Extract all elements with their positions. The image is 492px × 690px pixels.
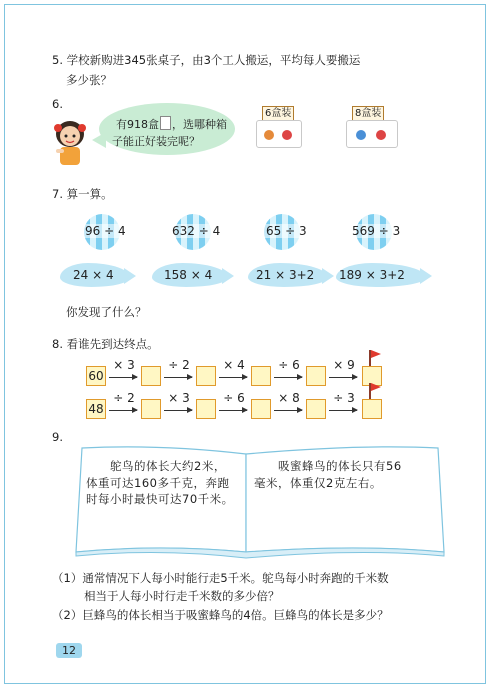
start-box-row1: 60 bbox=[86, 366, 106, 386]
ball-expression-1: 96 ÷ 4 bbox=[85, 224, 126, 238]
arrow-icon bbox=[274, 410, 302, 411]
answer-box[interactable] bbox=[141, 366, 161, 386]
page-number: 12 bbox=[56, 643, 82, 658]
ball-expression-4: 569 ÷ 3 bbox=[352, 224, 401, 238]
op-row2-3: ÷ 6 bbox=[223, 391, 245, 405]
book-right-text: 吸蜜蜂鸟的体长只有56毫米，体重仅2克左右。 bbox=[254, 459, 402, 490]
q9-sub1-line1: （1）通常情况下人每小时能行走5千米。鸵鸟每小时奔跑的千米数 bbox=[52, 571, 389, 585]
dolphin-expression-3: 21 × 3+2 bbox=[256, 268, 315, 282]
arrow-icon bbox=[219, 410, 247, 411]
dolphin-tail-icon bbox=[124, 268, 136, 284]
op-row1-4: ÷ 6 bbox=[278, 358, 300, 372]
arrow-icon bbox=[109, 410, 137, 411]
op-row1-2: ÷ 2 bbox=[168, 358, 190, 372]
q5-line2: 多少张？ bbox=[66, 73, 112, 87]
op-row2-1: ÷ 2 bbox=[113, 391, 135, 405]
q5-line1: 5. 学校新购进345张桌子，由3个工人搬运，平均每人要搬运 bbox=[52, 53, 361, 67]
answer-box[interactable] bbox=[251, 399, 271, 419]
dolphin-expression-4: 189 × 3+2 bbox=[339, 268, 405, 282]
answer-box[interactable] bbox=[251, 366, 271, 386]
q8-title: 8. 看谁先到达终点。 bbox=[52, 337, 159, 351]
bubble-line1: 有918盒 ，选哪种箱 bbox=[116, 118, 227, 131]
box-6-carton bbox=[256, 120, 302, 148]
answer-box[interactable] bbox=[141, 399, 161, 419]
arrow-icon bbox=[219, 377, 247, 378]
dolphin-tail-icon bbox=[222, 268, 234, 284]
op-row1-3: × 4 bbox=[223, 358, 245, 372]
dolphin-tail-icon bbox=[322, 268, 334, 284]
girl-illustration bbox=[50, 118, 90, 168]
answer-box[interactable] bbox=[196, 399, 216, 419]
dolphin-tail-icon bbox=[420, 268, 432, 284]
answer-box[interactable] bbox=[306, 399, 326, 419]
arrow-icon bbox=[329, 377, 357, 378]
finish-flag-icon bbox=[369, 350, 371, 366]
arrow-icon bbox=[274, 377, 302, 378]
bubble-line2: 子能正好装完呢？ bbox=[112, 135, 200, 148]
ball-expression-2: 632 ÷ 4 bbox=[172, 224, 221, 238]
box-6-label: 6盒装 bbox=[262, 106, 294, 121]
arrow-icon bbox=[329, 410, 357, 411]
arrow-icon bbox=[109, 377, 137, 378]
op-row2-4: × 8 bbox=[278, 391, 300, 405]
finish-box[interactable] bbox=[362, 399, 382, 419]
q9-sub1-line2: 相当于人每小时行走千米数的多少倍？ bbox=[84, 589, 280, 603]
box-8-label: 8盒装 bbox=[352, 106, 384, 121]
start-box-row2: 48 bbox=[86, 399, 106, 419]
answer-box[interactable] bbox=[306, 366, 326, 386]
arrow-icon bbox=[164, 377, 192, 378]
q9-sub2: （2）巨蜂鸟的体长相当于吸蜜蜂鸟的4倍。巨蜂鸟的体长是多少？ bbox=[52, 608, 389, 622]
op-row2-5: ÷ 3 bbox=[333, 391, 355, 405]
finish-flag-icon bbox=[369, 383, 371, 399]
op-row2-2: × 3 bbox=[168, 391, 190, 405]
q7-title: 7. 算一算。 bbox=[52, 187, 113, 201]
milk-carton-icon bbox=[160, 116, 171, 130]
q7-question: 你发现了什么？ bbox=[66, 305, 147, 319]
q6-number: 6. bbox=[52, 97, 63, 111]
ball-expression-3: 65 ÷ 3 bbox=[266, 224, 307, 238]
book-left-text: 鸵鸟的体长大约2米，体重可达160多千克，奔跑时每小时最快可达70千米。 bbox=[86, 459, 234, 506]
dolphin-expression-2: 158 × 4 bbox=[164, 268, 213, 282]
op-row1-1: × 3 bbox=[113, 358, 135, 372]
arrow-icon bbox=[164, 410, 192, 411]
answer-box[interactable] bbox=[196, 366, 216, 386]
op-row1-5: × 9 bbox=[333, 358, 355, 372]
box-8-carton bbox=[346, 120, 398, 148]
dolphin-expression-1: 24 × 4 bbox=[73, 268, 114, 282]
q9-number: 9. bbox=[52, 430, 63, 444]
